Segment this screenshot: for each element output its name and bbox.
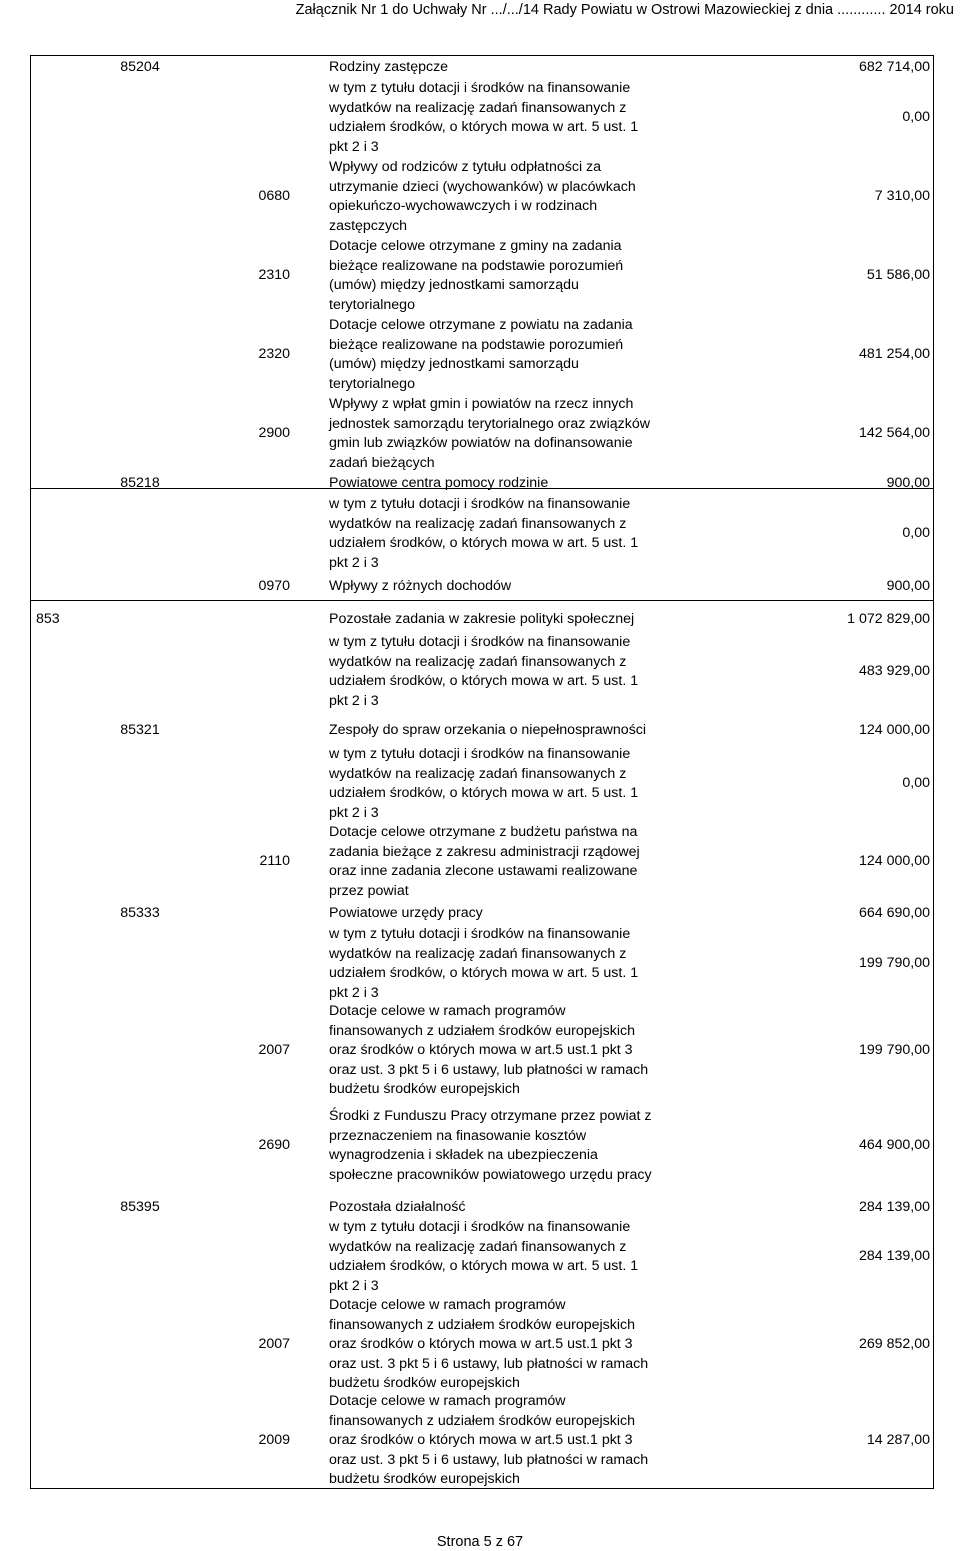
row-description: Wpływy z wpłat gmin i powiatów na rzecz innych jednostek samorządu terytorialnego oraz związków gmin lub związków powiatów na dofinansowanie zadań bieżących [329,396,650,471]
paragraph-code: 2320 [258,346,290,362]
row-amount: 124 000,00 [858,853,930,869]
section-divider-line [30,600,934,601]
row-description: w tym z tytułu dotacji i środków na finansowanie wydatków na realizację zadań finansowanych z udziałem środków, o których mowa w art. 5 ust. 1 pkt 2 i 3 [329,496,639,571]
division-code: 85321 [120,722,160,738]
row-description: Dotacje celowe w ramach programów finansowanych z udziałem środków europejskich oraz środków o których mowa w art.5 ust.1 pkt 3 oraz ust. 3 pkt 5 i 6 ustawy, lub płatności w ramach budżetu środków europejskich [329,1297,649,1392]
row-description: Dotacje celowe otrzymane z gminy na zadania bieżące realizowane na podstawie porozumień (umów) między jednostkami samorządu terytorialnego [329,238,624,313]
division-code: 85333 [120,905,160,921]
division-code: 85395 [120,1199,160,1215]
row-description: Środki z Funduszu Pracy otrzymane przez powiat z przeznaczeniem na finasowanie kosztów wynagrodzenia i składek na ubezpieczenia społeczne pracowników powiatowego urzędu pracy [329,1108,652,1183]
row-amount: 0,00 [902,109,930,125]
page-header: Załącznik Nr 1 do Uchwały Nr .../.../14 Rady Powiatu w Ostrowi Mazowieckiej z dnia ............ 2014 roku [295,2,954,18]
row-description: Wpływy od rodziców z tytułu odpłatności za utrzymanie dzieci (wychowanków) w placówkach opiekuńczo-wychowawczych i w rodzinach zastępczych [329,159,636,234]
paragraph-code: 2007 [258,1042,290,1058]
paragraph-code: 2007 [258,1336,290,1352]
row-description: Powiatowe urzędy pracy [329,905,483,921]
row-description: w tym z tytułu dotacji i środków na finansowanie wydatków na realizację zadań finansowanych z udziałem środków, o których mowa w art. 5 ust. 1 pkt 2 i 3 [329,80,639,155]
row-description: Wpływy z różnych dochodów [329,578,512,594]
row-amount: 900,00 [886,475,930,491]
row-amount: 142 564,00 [858,425,930,441]
row-amount: 0,00 [902,775,930,791]
row-description: Dotacje celowe w ramach programów finansowanych z udziałem środków europejskich oraz środków o których mowa w art.5 ust.1 pkt 3 oraz ust. 3 pkt 5 i 6 ustawy, lub płatności w ramach budżetu środków europejskich [329,1003,649,1098]
row-amount: 481 254,00 [858,346,930,362]
row-description: Powiatowe centra pomocy rodzinie [329,475,549,491]
row-amount: 284 139,00 [858,1248,930,1264]
row-amount: 14 287,00 [866,1432,930,1448]
paragraph-code: 2690 [258,1137,290,1153]
row-amount: 269 852,00 [858,1336,930,1352]
row-description: Rodziny zastępcze [329,59,449,75]
division-code: 85218 [120,475,160,491]
row-amount: 1 072 829,00 [847,611,930,627]
row-amount: 7 310,00 [874,188,930,204]
row-description: w tym z tytułu dotacji i środków na finansowanie wydatków na realizację zadań finansowanych z udziałem środków, o których mowa w art. 5 ust. 1 pkt 2 i 3 [329,634,639,709]
row-amount: 0,00 [902,525,930,541]
section-code: 853 [36,611,60,627]
paragraph-code: 2310 [258,267,290,283]
row-amount: 900,00 [886,578,930,594]
row-description: w tym z tytułu dotacji i środków na finansowanie wydatków na realizację zadań finansowanych z udziałem środków, o których mowa w art. 5 ust. 1 pkt 2 i 3 [329,1219,639,1294]
row-amount: 284 139,00 [858,1199,930,1215]
paragraph-code: 0680 [258,188,290,204]
row-amount: 51 586,00 [866,267,930,283]
row-amount: 199 790,00 [858,1042,930,1058]
paragraph-code: 2110 [259,853,290,869]
row-description: Zespoły do spraw orzekania o niepełnosprawności [329,722,647,738]
row-amount: 682 714,00 [858,59,930,75]
row-description: Dotacje celowe otrzymane z budżetu państwa na zadania bieżące z zakresu administracji rządowej oraz inne zadania zlecone ustawami realizowane przez powiat [329,824,640,899]
row-description: Dotacje celowe otrzymane z powiatu na zadania bieżące realizowane na podstawie porozumień (umów) między jednostkami samorządu terytorialnego [329,317,633,392]
row-amount: 483 929,00 [858,663,930,679]
paragraph-code: 2900 [258,425,290,441]
paragraph-code: 0970 [258,578,290,594]
row-description: w tym z tytułu dotacji i środków na finansowanie wydatków na realizację zadań finansowanych z udziałem środków, o których mowa w art. 5 ust. 1 pkt 2 i 3 [329,746,639,821]
row-description: w tym z tytułu dotacji i środków na finansowanie wydatków na realizację zadań finansowanych z udziałem środków, o których mowa w art. 5 ust. 1 pkt 2 i 3 [329,926,639,1001]
row-description: Pozostała działalność [329,1199,466,1215]
row-amount: 664 690,00 [858,905,930,921]
row-description: Pozostałe zadania w zakresie polityki społecznej [329,611,635,627]
paragraph-code: 2009 [258,1432,290,1448]
page-footer: Strona 5 z 67 [436,1534,524,1550]
row-amount: 464 900,00 [858,1137,930,1153]
row-description: Dotacje celowe w ramach programów finansowanych z udziałem środków europejskich oraz środków o których mowa w art.5 ust.1 pkt 3 oraz ust. 3 pkt 5 i 6 ustawy, lub płatności w ramach budżetu środków europejskich [329,1393,649,1488]
row-amount: 124 000,00 [858,722,930,738]
row-amount: 199 790,00 [858,955,930,971]
division-code: 85204 [120,59,160,75]
